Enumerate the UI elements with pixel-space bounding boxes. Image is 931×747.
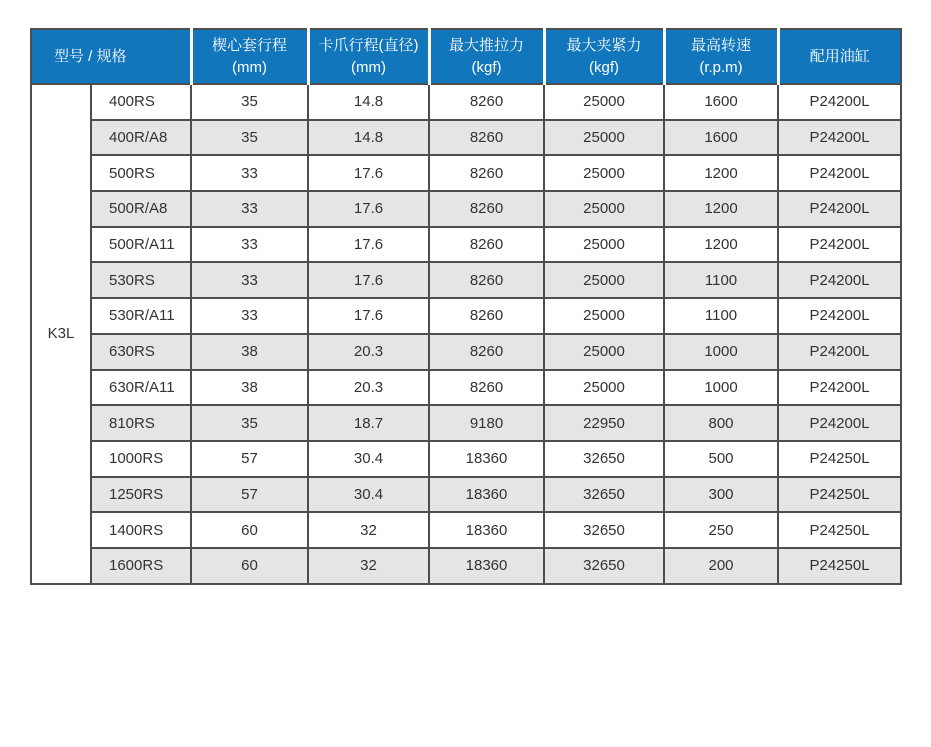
header-label: 最高转速 — [691, 36, 752, 54]
cell-max-speed: 200 — [664, 548, 778, 584]
cell-push-pull: 18360 — [429, 477, 544, 513]
spec-table-container — [30, 28, 902, 585]
cell-jaw-stroke: 17.6 — [308, 227, 429, 263]
cell-wedge-stroke: 38 — [191, 334, 308, 370]
cell-jaw-stroke: 17.6 — [308, 155, 429, 191]
cell-jaw-stroke: 14.8 — [308, 120, 429, 156]
cell-wedge-stroke: 60 — [191, 548, 308, 584]
table-row — [31, 262, 901, 298]
cell-model: 630R/A11 — [91, 370, 191, 406]
cell-max-speed: 1600 — [664, 120, 778, 156]
spec-table-body — [31, 84, 901, 584]
header-unit: (mm) — [232, 58, 267, 76]
cell-wedge-stroke: 38 — [191, 370, 308, 406]
cell-series-group: K3L — [31, 84, 91, 584]
cell-cylinder: P24200L — [778, 155, 901, 191]
cell-cylinder: P24200L — [778, 227, 901, 263]
header-unit: (mm) — [351, 58, 386, 76]
cell-max-speed: 250 — [664, 512, 778, 548]
cell-model: 500R/A8 — [91, 191, 191, 227]
cell-cylinder: P24200L — [778, 262, 901, 298]
cell-jaw-stroke: 20.3 — [308, 334, 429, 370]
cell-max-speed: 1100 — [664, 262, 778, 298]
cell-cylinder: P24250L — [778, 477, 901, 513]
cell-push-pull: 9180 — [429, 405, 544, 441]
table-row — [31, 298, 901, 334]
cell-clamp-force: 25000 — [544, 84, 664, 120]
cell-model: 1600RS — [91, 548, 191, 584]
cell-clamp-force: 25000 — [544, 334, 664, 370]
cell-push-pull: 8260 — [429, 227, 544, 263]
cell-max-speed: 1000 — [664, 370, 778, 406]
cell-jaw-stroke: 30.4 — [308, 441, 429, 477]
cell-model: 530R/A11 — [91, 298, 191, 334]
cell-wedge-stroke: 33 — [191, 262, 308, 298]
column-header-push-pull-force — [429, 29, 544, 84]
cell-wedge-stroke: 60 — [191, 512, 308, 548]
cell-jaw-stroke: 14.8 — [308, 84, 429, 120]
cell-clamp-force: 25000 — [544, 120, 664, 156]
column-header-cylinder — [778, 29, 901, 84]
spec-table — [30, 28, 902, 585]
table-row — [31, 370, 901, 406]
column-header-jaw-stroke — [308, 29, 429, 84]
cell-push-pull: 8260 — [429, 155, 544, 191]
header-label: 配用油缸 — [809, 47, 870, 65]
cell-wedge-stroke: 35 — [191, 405, 308, 441]
table-row — [31, 155, 901, 191]
column-header-clamp-force — [544, 29, 664, 84]
cell-cylinder: P24200L — [778, 298, 901, 334]
cell-jaw-stroke: 18.7 — [308, 405, 429, 441]
cell-jaw-stroke: 17.6 — [308, 262, 429, 298]
cell-model: 500RS — [91, 155, 191, 191]
cell-model: 500R/A11 — [91, 227, 191, 263]
table-row — [31, 191, 901, 227]
cell-jaw-stroke: 17.6 — [308, 298, 429, 334]
cell-jaw-stroke: 32 — [308, 548, 429, 584]
cell-wedge-stroke: 57 — [191, 441, 308, 477]
table-row — [31, 512, 901, 548]
cell-push-pull: 8260 — [429, 120, 544, 156]
cell-model: 1400RS — [91, 512, 191, 548]
header-row — [31, 29, 901, 84]
cell-clamp-force: 32650 — [544, 548, 664, 584]
cell-jaw-stroke: 17.6 — [308, 191, 429, 227]
cell-max-speed: 800 — [664, 405, 778, 441]
cell-cylinder: P24200L — [778, 405, 901, 441]
cell-push-pull: 8260 — [429, 370, 544, 406]
cell-wedge-stroke: 33 — [191, 155, 308, 191]
cell-push-pull: 18360 — [429, 441, 544, 477]
cell-max-speed: 1200 — [664, 227, 778, 263]
header-label: 卡爪行程(直径) — [318, 36, 419, 54]
cell-wedge-stroke: 35 — [191, 84, 308, 120]
table-row — [31, 84, 901, 120]
table-row — [31, 548, 901, 584]
cell-clamp-force: 25000 — [544, 191, 664, 227]
cell-clamp-force: 25000 — [544, 298, 664, 334]
table-row — [31, 405, 901, 441]
column-header-model-spec — [31, 29, 191, 84]
cell-clamp-force: 32650 — [544, 512, 664, 548]
cell-clamp-force: 22950 — [544, 405, 664, 441]
table-row — [31, 477, 901, 513]
cell-clamp-force: 32650 — [544, 441, 664, 477]
cell-max-speed: 1100 — [664, 298, 778, 334]
cell-wedge-stroke: 33 — [191, 191, 308, 227]
column-header-wedge-stroke — [191, 29, 308, 84]
cell-push-pull: 8260 — [429, 84, 544, 120]
cell-cylinder: P24200L — [778, 120, 901, 156]
cell-cylinder: P24250L — [778, 548, 901, 584]
cell-cylinder: P24250L — [778, 512, 901, 548]
cell-clamp-force: 32650 — [544, 477, 664, 513]
cell-max-speed: 1200 — [664, 155, 778, 191]
cell-push-pull: 8260 — [429, 191, 544, 227]
cell-wedge-stroke: 35 — [191, 120, 308, 156]
cell-jaw-stroke: 32 — [308, 512, 429, 548]
table-row — [31, 120, 901, 156]
cell-model: 400R/A8 — [91, 120, 191, 156]
cell-push-pull: 8260 — [429, 298, 544, 334]
header-label: 最大推拉力 — [449, 36, 525, 54]
cell-cylinder: P24250L — [778, 441, 901, 477]
cell-push-pull: 18360 — [429, 548, 544, 584]
cell-cylinder: P24200L — [778, 84, 901, 120]
cell-push-pull: 8260 — [429, 334, 544, 370]
cell-clamp-force: 25000 — [544, 155, 664, 191]
cell-model: 530RS — [91, 262, 191, 298]
cell-clamp-force: 25000 — [544, 262, 664, 298]
cell-max-speed: 1600 — [664, 84, 778, 120]
cell-model: 1000RS — [91, 441, 191, 477]
cell-model: 400RS — [91, 84, 191, 120]
table-row — [31, 227, 901, 263]
cell-model: 630RS — [91, 334, 191, 370]
cell-push-pull: 18360 — [429, 512, 544, 548]
header-label: 楔心套行程 — [212, 36, 288, 54]
cell-cylinder: P24200L — [778, 191, 901, 227]
header-label: 型号 / 规格 — [54, 47, 127, 65]
cell-max-speed: 500 — [664, 441, 778, 477]
cell-max-speed: 300 — [664, 477, 778, 513]
cell-jaw-stroke: 30.4 — [308, 477, 429, 513]
cell-cylinder: P24200L — [778, 370, 901, 406]
cell-clamp-force: 25000 — [544, 227, 664, 263]
table-row — [31, 441, 901, 477]
header-unit: (r.p.m) — [699, 58, 743, 76]
cell-push-pull: 8260 — [429, 262, 544, 298]
column-header-max-speed — [664, 29, 778, 84]
cell-wedge-stroke: 57 — [191, 477, 308, 513]
header-unit: (kgf) — [471, 58, 502, 76]
header-label: 最大夹紧力 — [566, 36, 642, 54]
cell-model: 810RS — [91, 405, 191, 441]
header-unit: (kgf) — [589, 58, 620, 76]
cell-wedge-stroke: 33 — [191, 298, 308, 334]
cell-cylinder: P24200L — [778, 334, 901, 370]
spec-table-header — [31, 29, 901, 84]
cell-clamp-force: 25000 — [544, 370, 664, 406]
cell-model: 1250RS — [91, 477, 191, 513]
table-row — [31, 334, 901, 370]
cell-jaw-stroke: 20.3 — [308, 370, 429, 406]
cell-max-speed: 1000 — [664, 334, 778, 370]
cell-wedge-stroke: 33 — [191, 227, 308, 263]
cell-max-speed: 1200 — [664, 191, 778, 227]
